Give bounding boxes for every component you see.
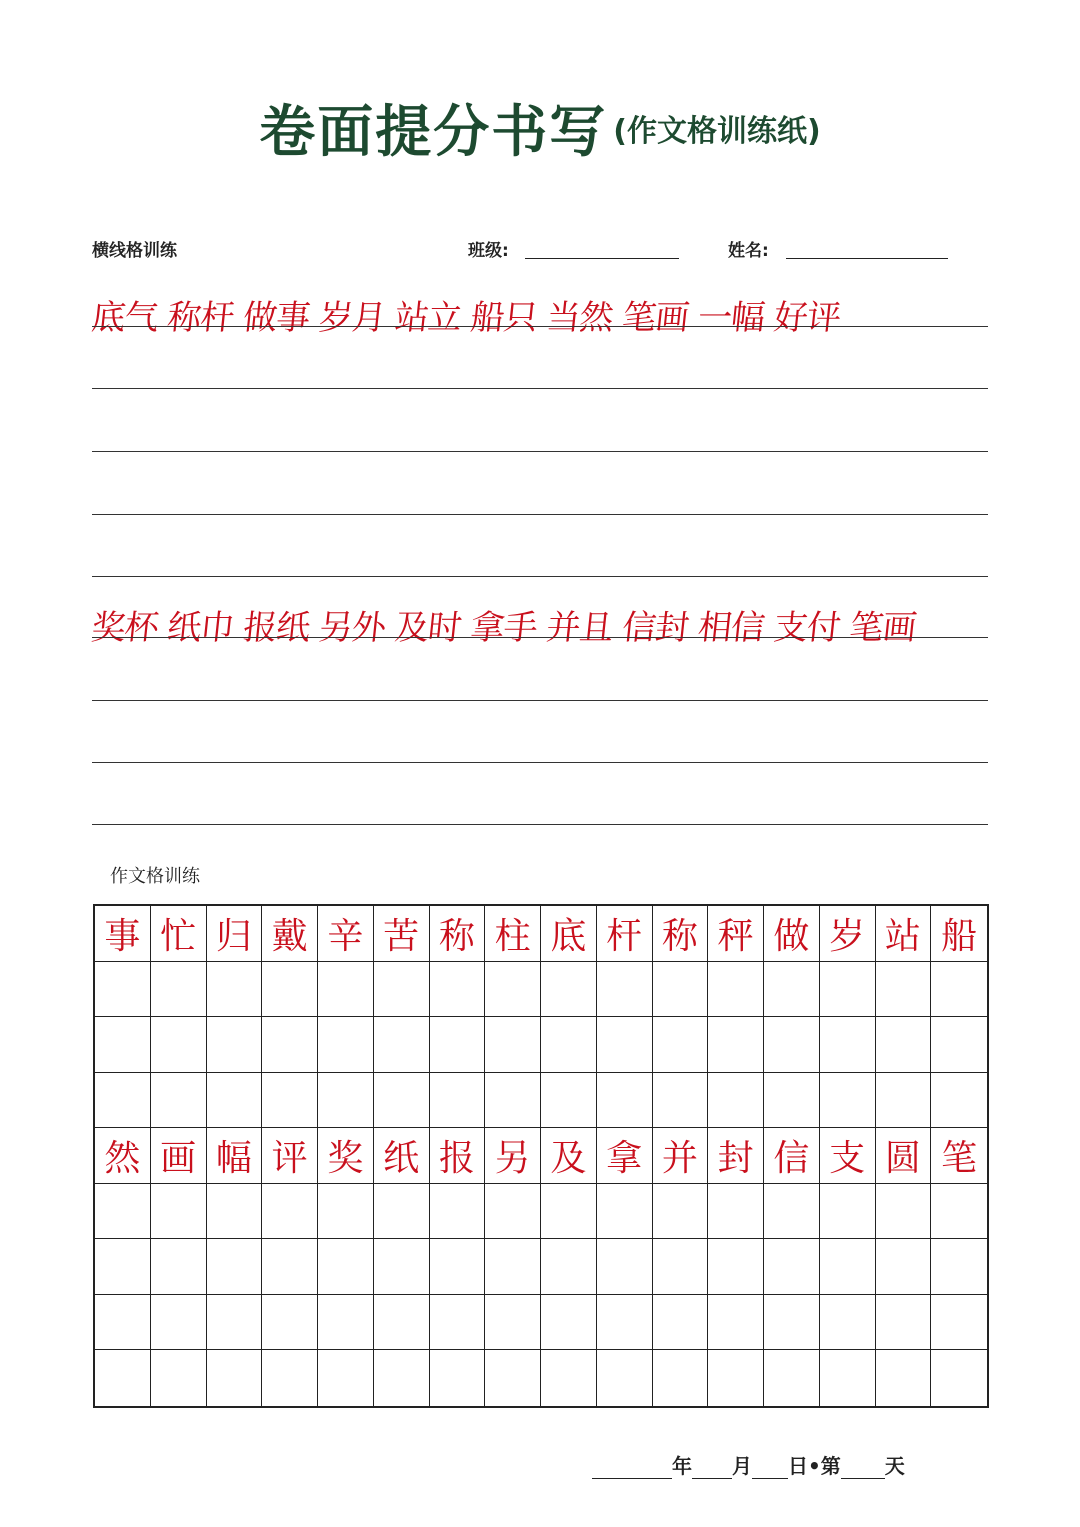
grid-cell[interactable] <box>430 1073 486 1129</box>
grid-cell[interactable] <box>597 1184 653 1240</box>
grid-cell[interactable] <box>541 1073 597 1129</box>
grid-cell[interactable] <box>931 1295 987 1351</box>
grid-cell[interactable] <box>931 1239 987 1295</box>
grid-cell[interactable] <box>597 962 653 1018</box>
grid-cell[interactable] <box>708 1295 764 1351</box>
grid-cell[interactable] <box>207 962 263 1018</box>
grid-cell[interactable] <box>151 1350 207 1406</box>
grid-cell[interactable]: 做 <box>764 906 820 962</box>
grid-cell[interactable] <box>262 1350 318 1406</box>
grid-cell[interactable]: 并 <box>653 1128 709 1184</box>
grid-cell[interactable] <box>708 1073 764 1129</box>
grid-cell[interactable]: 底 <box>541 906 597 962</box>
grid-cell[interactable] <box>597 1017 653 1073</box>
ruled-line <box>92 762 988 763</box>
grid-cell[interactable] <box>820 962 876 1018</box>
grid-cell[interactable] <box>374 1017 430 1073</box>
grid-cell[interactable] <box>151 1184 207 1240</box>
grid-cell[interactable] <box>764 1239 820 1295</box>
grid-cell[interactable] <box>318 1350 374 1406</box>
grid-cell[interactable] <box>151 1017 207 1073</box>
grid-cell[interactable]: 秤 <box>708 906 764 962</box>
grid-cell[interactable] <box>207 1350 263 1406</box>
grid-cell[interactable] <box>430 1184 486 1240</box>
ruled-line <box>92 388 988 389</box>
grid-cell[interactable] <box>931 1017 987 1073</box>
grid-cell[interactable] <box>764 1184 820 1240</box>
grid-cell[interactable] <box>708 1184 764 1240</box>
grid-cell[interactable] <box>541 1239 597 1295</box>
grid-cell[interactable] <box>95 1295 151 1351</box>
ruled-line <box>92 576 988 577</box>
grid-cell[interactable] <box>262 962 318 1018</box>
grid-cell[interactable] <box>876 962 932 1018</box>
grid-cell[interactable] <box>485 1295 541 1351</box>
grid-cell[interactable]: 信 <box>764 1128 820 1184</box>
grid-cell[interactable] <box>541 1295 597 1351</box>
grid-cell[interactable]: 奖 <box>318 1128 374 1184</box>
grid-cell[interactable] <box>820 1350 876 1406</box>
grid-cell[interactable] <box>708 1350 764 1406</box>
grid-cell[interactable] <box>708 1017 764 1073</box>
grid-cell[interactable]: 苦 <box>374 906 430 962</box>
title-main: 卷面提分书写 <box>259 100 608 165</box>
grid-cell[interactable] <box>318 1017 374 1073</box>
grid-cell[interactable] <box>318 1184 374 1240</box>
grid-cell[interactable]: 另 <box>485 1128 541 1184</box>
grid-cell[interactable] <box>151 1239 207 1295</box>
grid-cell[interactable]: 称 <box>653 906 709 962</box>
name-field[interactable] <box>786 258 948 259</box>
grid-cell[interactable] <box>95 1239 151 1295</box>
grid-cell[interactable] <box>597 1239 653 1295</box>
grid-cell[interactable] <box>541 1184 597 1240</box>
grid-cell[interactable] <box>374 1239 430 1295</box>
grid-cell[interactable] <box>207 1239 263 1295</box>
grid-cell[interactable] <box>820 1017 876 1073</box>
grid-cell[interactable] <box>708 1239 764 1295</box>
grid-cell[interactable] <box>207 1073 263 1129</box>
grid-cell[interactable] <box>820 1239 876 1295</box>
grid-cell[interactable] <box>653 1184 709 1240</box>
grid-cell[interactable] <box>876 1239 932 1295</box>
grid-cell[interactable] <box>374 1073 430 1129</box>
grid-cell[interactable] <box>876 1017 932 1073</box>
grid-cell[interactable] <box>876 1295 932 1351</box>
grid-cell[interactable]: 辛 <box>318 906 374 962</box>
grid-cell[interactable] <box>318 1073 374 1129</box>
grid-cell[interactable] <box>485 1017 541 1073</box>
grid-cell[interactable]: 拿 <box>597 1128 653 1184</box>
grid-cell[interactable]: 圆 <box>876 1128 932 1184</box>
grid-cell[interactable]: 及 <box>541 1128 597 1184</box>
grid-cell[interactable] <box>151 1295 207 1351</box>
name-label: 姓名: <box>728 241 769 261</box>
grid-cell[interactable] <box>597 1350 653 1406</box>
grid-cell[interactable]: 忙 <box>151 906 207 962</box>
grid-cell[interactable]: 称 <box>430 906 486 962</box>
ruled-line <box>92 451 988 452</box>
grid-cell[interactable] <box>95 1184 151 1240</box>
grid-cell[interactable]: 杆 <box>597 906 653 962</box>
grid-cell[interactable] <box>374 1350 430 1406</box>
handwriting-row-2: 奖杯 纸巾 报纸 另外 及时 拿手 并且 信封 相信 支付 笔画 <box>89 608 918 648</box>
grid-cell[interactable] <box>318 1239 374 1295</box>
grid-cell[interactable]: 岁 <box>820 906 876 962</box>
tian-label: 天 <box>884 1454 905 1478</box>
year-label: 年 <box>672 1454 692 1478</box>
year-field[interactable] <box>592 1456 672 1479</box>
grid-cell[interactable] <box>653 1295 709 1351</box>
grid-cell[interactable] <box>931 1073 987 1129</box>
grid-cell[interactable] <box>374 1295 430 1351</box>
day-number-field[interactable] <box>841 1456 885 1479</box>
grid-cell[interactable] <box>95 1073 151 1129</box>
grid-cell[interactable] <box>653 1073 709 1129</box>
grid-cell[interactable]: 封 <box>708 1128 764 1184</box>
grid-cell[interactable]: 画 <box>151 1128 207 1184</box>
grid-cell[interactable] <box>485 962 541 1018</box>
ruled-line <box>92 700 988 701</box>
class-label: 班级: <box>468 241 509 261</box>
grid-cell[interactable]: 站 <box>876 906 932 962</box>
grid-cell[interactable]: 然 <box>95 1128 151 1184</box>
grid-cell[interactable]: 评 <box>262 1128 318 1184</box>
grid-cell[interactable] <box>876 1350 932 1406</box>
grid-cell[interactable] <box>151 962 207 1018</box>
grid-cell[interactable] <box>430 1295 486 1351</box>
grid-cell[interactable] <box>931 1184 987 1240</box>
grid-cell[interactable]: 支 <box>820 1128 876 1184</box>
grid-cell[interactable] <box>207 1295 263 1351</box>
grid-cell[interactable] <box>262 1017 318 1073</box>
grid-cell[interactable]: 柱 <box>485 906 541 962</box>
grid-cell[interactable] <box>541 1017 597 1073</box>
grid-cell[interactable] <box>95 1017 151 1073</box>
ruled-line <box>92 824 988 825</box>
grid-cell[interactable] <box>931 962 987 1018</box>
grid-cell[interactable] <box>262 1184 318 1240</box>
ruled-line <box>92 514 988 515</box>
day-field[interactable] <box>752 1456 788 1479</box>
grid-cell[interactable] <box>430 962 486 1018</box>
grid-cell[interactable] <box>764 1073 820 1129</box>
grid-cell[interactable] <box>653 1239 709 1295</box>
grid-cell[interactable]: 戴 <box>262 906 318 962</box>
grid-cell[interactable] <box>764 962 820 1018</box>
grid-cell[interactable] <box>262 1295 318 1351</box>
grid-cell[interactable] <box>820 1295 876 1351</box>
month-label: 月 <box>732 1454 752 1478</box>
grid-cell[interactable] <box>597 1073 653 1129</box>
grid-cell[interactable]: 笔 <box>931 1128 987 1184</box>
grid-cell[interactable] <box>541 1350 597 1406</box>
section2-label: 作文格训练 <box>110 866 200 887</box>
grid-cell[interactable] <box>207 1017 263 1073</box>
month-field[interactable] <box>692 1456 732 1479</box>
grid-cell[interactable]: 归 <box>207 906 263 962</box>
grid-cell[interactable]: 船 <box>931 906 987 962</box>
grid-cell[interactable] <box>708 962 764 1018</box>
grid-cell[interactable] <box>151 1073 207 1129</box>
composition-grid <box>93 904 989 1408</box>
grid-cell[interactable] <box>430 1239 486 1295</box>
grid-cell[interactable] <box>95 1350 151 1406</box>
grid-cell[interactable] <box>541 962 597 1018</box>
grid-cell[interactable]: 报 <box>430 1128 486 1184</box>
grid-cell[interactable] <box>876 1073 932 1129</box>
grid-cell[interactable] <box>764 1295 820 1351</box>
grid-cell[interactable] <box>653 1350 709 1406</box>
date-footer <box>592 1450 905 1479</box>
grid-cell[interactable] <box>764 1017 820 1073</box>
grid-cell[interactable] <box>485 1350 541 1406</box>
grid-cell[interactable] <box>653 962 709 1018</box>
grid-cell[interactable] <box>931 1350 987 1406</box>
day-label: 日•第 <box>788 1454 841 1478</box>
grid-cell[interactable] <box>876 1184 932 1240</box>
grid-cell[interactable]: 事 <box>95 906 151 962</box>
grid-cell[interactable] <box>653 1017 709 1073</box>
title-sub: (作文格训练纸) <box>613 114 821 149</box>
grid-cell[interactable] <box>430 1017 486 1073</box>
grid-cell[interactable] <box>95 962 151 1018</box>
grid-cell[interactable] <box>318 962 374 1018</box>
grid-cell[interactable] <box>374 962 430 1018</box>
grid-cell[interactable] <box>764 1350 820 1406</box>
handwriting-row-1: 底气 称杆 做事 岁月 站立 船只 当然 笔画 一幅 好评 <box>89 298 843 338</box>
grid-cell[interactable] <box>430 1350 486 1406</box>
grid-cell[interactable] <box>485 1073 541 1129</box>
grid-cell[interactable] <box>318 1295 374 1351</box>
grid-cell[interactable] <box>207 1184 263 1240</box>
grid-cell[interactable] <box>597 1295 653 1351</box>
grid-cell[interactable] <box>485 1184 541 1240</box>
grid-cell[interactable] <box>262 1073 318 1129</box>
grid-cell[interactable]: 纸 <box>374 1128 430 1184</box>
grid-cell[interactable] <box>820 1184 876 1240</box>
page-title <box>0 88 1080 168</box>
grid-cell[interactable] <box>485 1239 541 1295</box>
ruled-line <box>92 637 988 638</box>
ruled-line <box>92 326 988 327</box>
grid-cell[interactable] <box>262 1239 318 1295</box>
section1-label: 横线格训练 <box>92 241 177 261</box>
grid-cell[interactable] <box>374 1184 430 1240</box>
class-field[interactable] <box>525 258 679 259</box>
grid-cell[interactable]: 幅 <box>207 1128 263 1184</box>
grid-cell[interactable] <box>820 1073 876 1129</box>
